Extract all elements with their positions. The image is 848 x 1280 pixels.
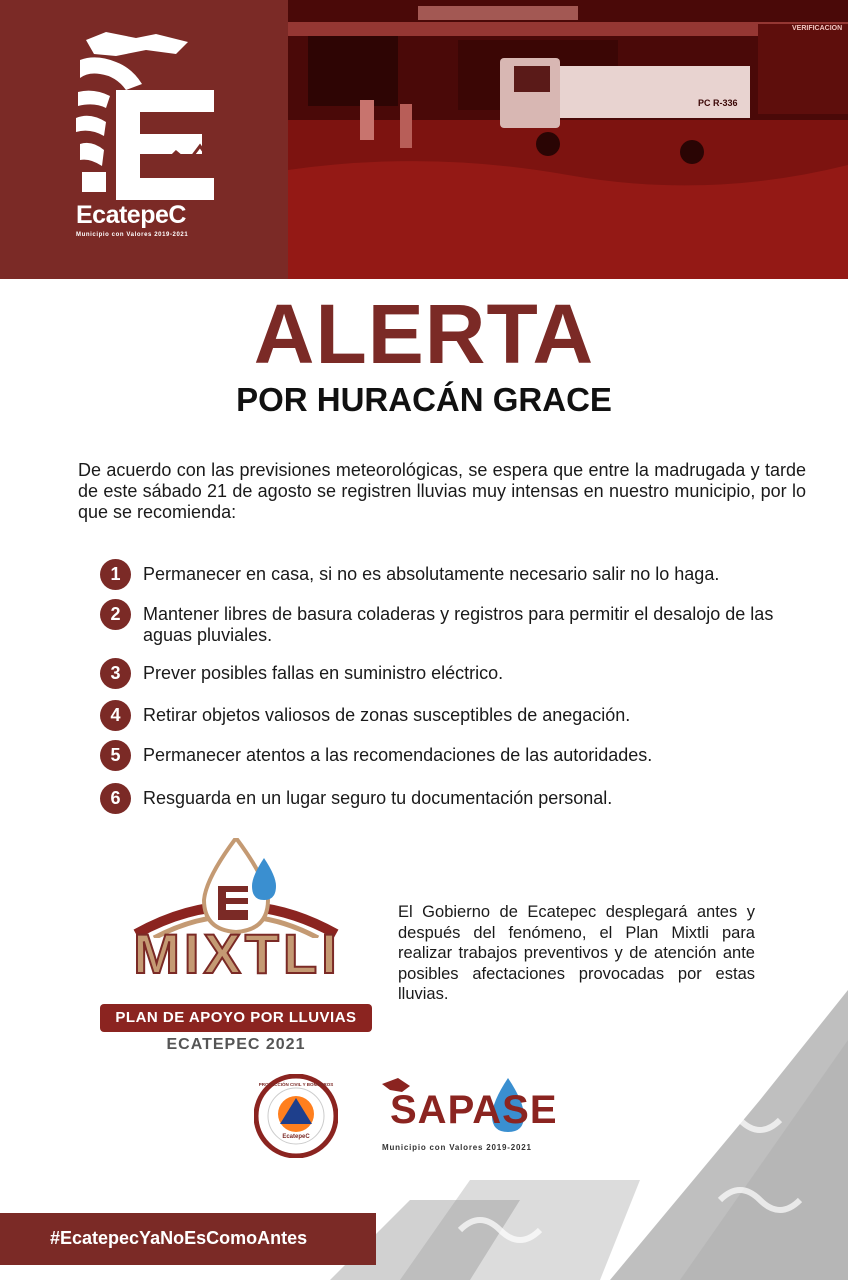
list-item [100, 559, 820, 590]
sapase-logo [380, 1076, 602, 1156]
government-note: El Gobierno de Ecatepec desplegará antes y después del fenómeno, el Plan Mixtli para realizar trabajos preventivos y de atención ante posibles afectaciones provocadas por estas lluvias. [398, 903, 755, 1003]
flood-photo [288, 0, 848, 279]
hashtag-text: #EcatepecYaNoEsComoAntes [50, 1228, 308, 1248]
number-badge: 5 [100, 740, 131, 771]
mixtli-subtitle: ECATEPEC 2021 [166, 1036, 306, 1053]
recommendation-text: Resguarda en un lugar seguro tu documentación personal. [143, 788, 613, 808]
list-item [100, 599, 820, 646]
shop-sign-label: VERIFICACION [792, 25, 843, 32]
ecatepec-tagline: Municipio con Valores 2019-2021 [76, 232, 189, 238]
recommendation-text: Retirar objetos valiosos de zonas susceptibles de anegación. [143, 705, 631, 725]
list-item [100, 740, 820, 771]
mixtli-logo [96, 838, 376, 1058]
ecatepec-logo-icon [76, 32, 216, 202]
seal-ring-text: PROTECCIÓN CIVIL Y BOMBEROS [258, 1082, 334, 1087]
flood-scene-image [288, 0, 848, 279]
ecatepec-wordmark: EcatepeC [76, 201, 186, 229]
recommendation-text: Permanecer atentos a las recomendaciones de las autoridades. [143, 745, 653, 765]
list-item [100, 783, 820, 814]
sapase-wordmark: SAPASE [390, 1088, 558, 1132]
mixtli-wordmark: MIXTLI [133, 922, 341, 985]
alert-title: ALERTA [253, 287, 595, 381]
sapase-tagline: Municipio con Valores 2019-2021 [382, 1143, 532, 1152]
recommendation-text: Prever posibles fallas en suministro eléctrico. [143, 663, 504, 683]
number-badge: 4 [100, 700, 131, 731]
alert-subtitle: POR HURACÁN GRACE [236, 381, 612, 418]
proteccion-civil-seal-icon [254, 1074, 338, 1158]
intro-paragraph: De acuerdo con las previsiones meteorológicas, se espera que entre la madrugada y tarde de este sábado 21 de agosto se registren lluvias muy intensas en nuestro municipio, por lo que se recomienda: [78, 460, 806, 522]
truck-plate-label: PC R-336 [698, 98, 738, 108]
number-badge: 6 [100, 783, 131, 814]
seal-center-text: EcatepeC [282, 1134, 310, 1140]
recommendation-text: Mantener libres de basura coladeras y registros para permitir el desalojo de las aguas pluviales. [143, 604, 774, 645]
mixtli-banner: PLAN DE APOYO POR LLUVIAS [100, 1004, 372, 1032]
number-badge: 2 [100, 599, 131, 630]
number-badge: 1 [100, 559, 131, 590]
list-item [100, 700, 820, 731]
number-badge: 3 [100, 658, 131, 689]
recommendation-text: Permanecer en casa, si no es absolutamente necesario salir no lo haga. [143, 564, 720, 584]
list-item [100, 658, 820, 689]
